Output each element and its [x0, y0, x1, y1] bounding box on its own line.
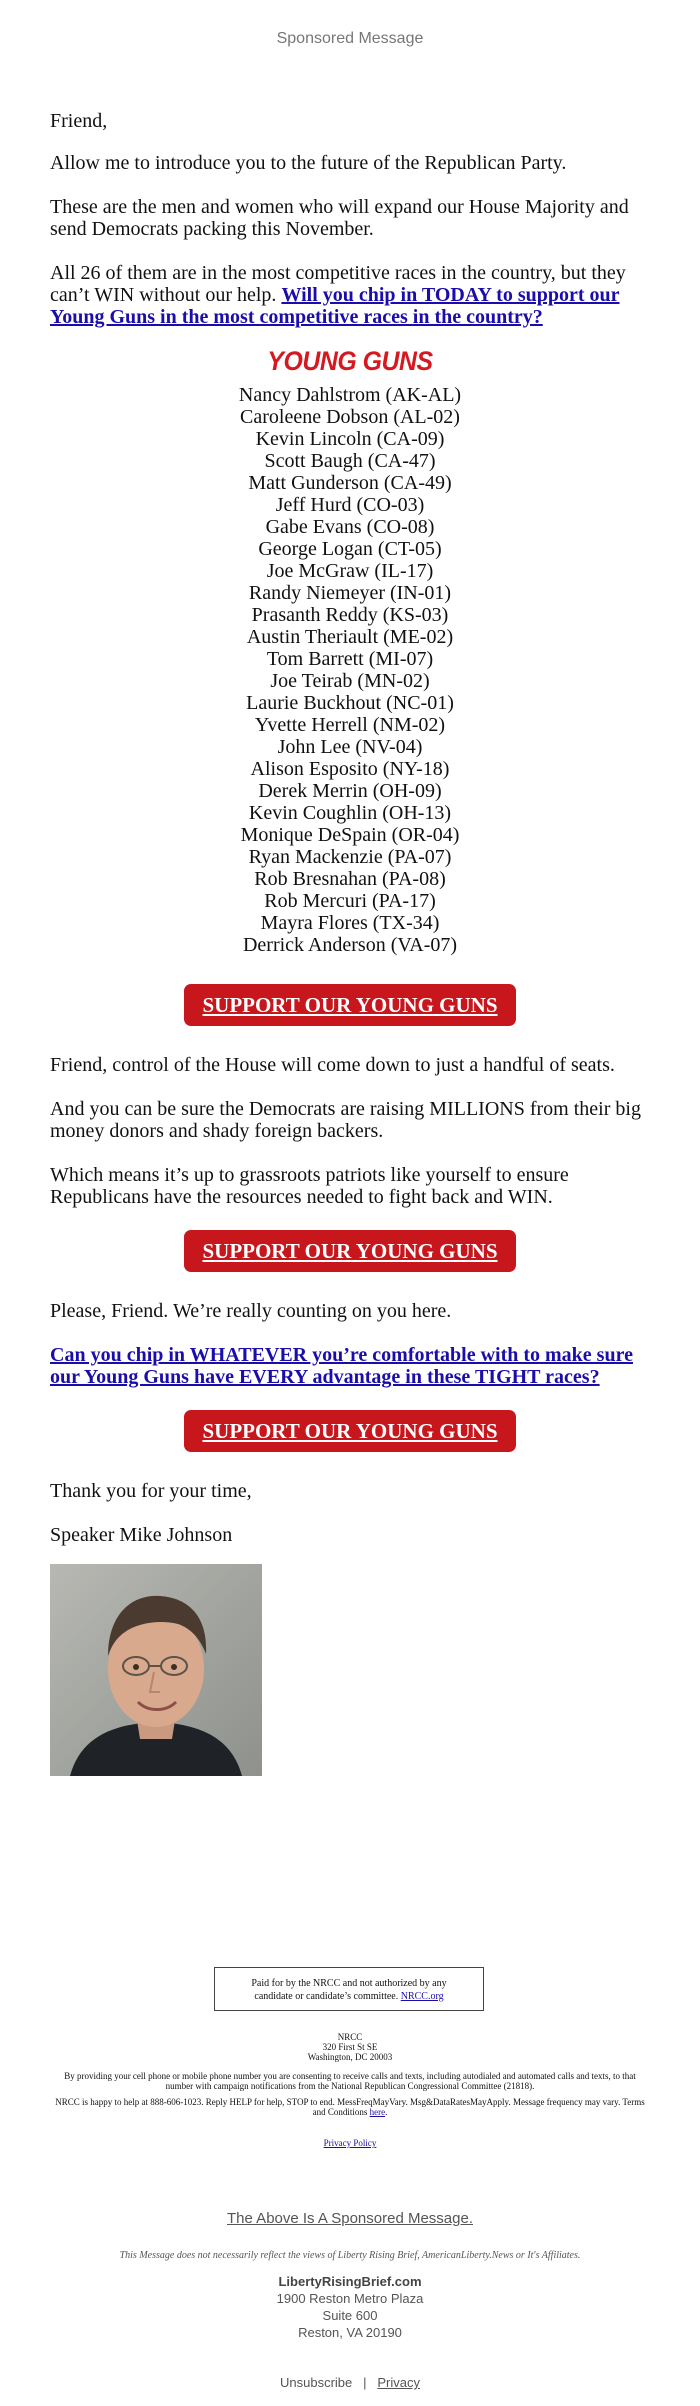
chip-in-link[interactable]: Will you chip in TODAY to support our Young Guns in the most competitive races in the country?: [50, 284, 620, 328]
support-button-2[interactable]: SUPPORT OUR YOUNG GUNS: [184, 1230, 516, 1272]
candidate-item: Nancy Dahlstrom (AK-AL): [238, 384, 462, 406]
sponsored-message-header: Sponsored Message: [276, 30, 424, 47]
candidate-item: Derrick Anderson (VA-07): [242, 934, 458, 956]
paragraph-competitive-text: All 26 of them are in the most competitive races in the country, but they can’t WIN without our help.: [50, 262, 626, 306]
candidate-item: Gabe Evans (CO-08): [265, 516, 435, 538]
greeting: Friend,: [50, 110, 108, 132]
cta-row-3: [50, 1410, 650, 1452]
young-guns-title: YOUNG GUNS: [267, 346, 433, 376]
thanks-line: Thank you for your time,: [50, 1480, 252, 1502]
unsubscribe-link[interactable]: Unsubscribe: [280, 2375, 353, 2390]
candidate-item: Rob Mercuri (PA-17): [264, 890, 436, 912]
candidate-item: John Lee (NV-04): [277, 736, 423, 758]
candidate-item: Yvette Herrell (NM-02): [254, 714, 446, 736]
support-button-1[interactable]: SUPPORT OUR YOUNG GUNS: [184, 984, 516, 1026]
speaker-photo: [50, 1564, 262, 1776]
candidate-item: Mayra Flores (TX-34): [260, 912, 440, 934]
views-disclaimer: This Message does not necessarily reflect the views of Liberty Rising Brief, AmericanLiberty.News or It's Affiliates.: [119, 2250, 581, 2261]
candidate-item: Laurie Buckhout (NC-01): [246, 692, 454, 714]
candidate-item: Alison Esposito (NY-18): [250, 758, 450, 780]
chip-in-whatever-link[interactable]: Can you chip in WHATEVER you’re comfortable with to make sure our Young Guns have EVERY advantage in these TIGHT races?: [50, 1344, 633, 1388]
candidate-item: Derek Merrin (OH-09): [258, 780, 442, 802]
candidate-item: Caroleene Dobson (AL-02): [240, 406, 460, 428]
publisher-address-2: Suite 600: [322, 2308, 378, 2323]
help-text: NRCC is happy to help at 888-606-1023. Reply HELP for help, STOP to end. MessFreqMayVary. Msg&DataRatesMayApply. Message frequency may vary. Terms and Conditions here.: [55, 2097, 645, 2117]
nrcc-address: [0, 2032, 700, 2062]
signature: Speaker Mike Johnson: [50, 1524, 233, 1546]
paragraph-democrats-raising: And you can be sure the Democrats are raising MILLIONS from their big money donors and shady foreign backers.: [50, 1098, 641, 1142]
paragraph-intro: Allow me to introduce you to the future of the Republican Party.: [50, 152, 567, 174]
candidate-item: Joe McGraw (IL-17): [266, 560, 434, 582]
privacy-link[interactable]: Privacy: [377, 2375, 420, 2390]
help-text-body: NRCC is happy to help at 888-606-1023. Reply HELP for help, STOP to end. MessFreqMayVary. Msg&DataRatesMayApply. Message frequency may vary. Terms and Conditions: [55, 2097, 645, 2117]
candidate-item: Monique DeSpain (OR-04): [240, 824, 460, 846]
candidate-item: Austin Theriault (ME-02): [246, 626, 454, 648]
candidate-item: Rob Bresnahan (PA-08): [254, 868, 446, 890]
candidate-item: Randy Niemeyer (IN-01): [248, 582, 452, 604]
cta-row-1: [50, 984, 650, 1026]
portrait-illustration: [50, 1564, 262, 1776]
org-street: 320 First St SE: [322, 2042, 378, 2052]
candidate-item: Ryan Mackenzie (PA-07): [248, 846, 452, 868]
candidate-item: Scott Baugh (CA-47): [264, 450, 436, 472]
candidate-item: Kevin Coughlin (OH-13): [248, 802, 452, 824]
org-city: Washington, DC 20003: [307, 2052, 393, 2062]
org-name: NRCC: [337, 2032, 363, 2042]
cta-row-2: [50, 1230, 650, 1272]
paid-for-box: [214, 1967, 484, 2011]
paragraph-competitive: [50, 262, 650, 328]
candidate-item: George Logan (CT-05): [258, 538, 442, 560]
privacy-policy-row: [0, 2138, 700, 2148]
terms-link[interactable]: here: [369, 2107, 386, 2117]
candidate-roster: [50, 384, 650, 956]
paragraph-house-control: Friend, control of the House will come down to just a handful of seats.: [50, 1054, 615, 1076]
sponsored-notice[interactable]: The Above Is A Sponsored Message.: [227, 2210, 473, 2227]
candidate-item: Prasanth Reddy (KS-03): [251, 604, 449, 626]
publisher-name: LibertyRisingBrief.com: [278, 2274, 422, 2289]
candidate-item: Kevin Lincoln (CA-09): [255, 428, 445, 450]
candidate-item: Matt Gunderson (CA-49): [248, 472, 452, 494]
paid-for-line-2: [215, 1990, 483, 2003]
paragraph-whatever: [50, 1344, 650, 1388]
bottom-links: [0, 2375, 700, 2390]
support-button-3[interactable]: SUPPORT OUR YOUNG GUNS: [184, 1410, 516, 1452]
paragraph-grassroots: Which means it’s up to grassroots patriots like yourself to ensure Republicans have the resources needed to fight back and WIN.: [50, 1164, 569, 1208]
publisher-info: [0, 2273, 700, 2341]
email-body: [50, 110, 650, 1776]
candidate-item: Jeff Hurd (CO-03): [275, 494, 425, 516]
privacy-policy-link[interactable]: Privacy Policy: [323, 2138, 377, 2148]
paid-for-line-1: Paid for by the NRCC and not authorized by any: [251, 1978, 447, 1989]
nrcc-link[interactable]: NRCC.org: [400, 1991, 444, 2002]
publisher-address-3: Reston, VA 20190: [298, 2325, 402, 2340]
paid-for-line-2-text: candidate or candidate’s committee.: [254, 1991, 399, 2002]
candidate-item: Tom Barrett (MI-07): [266, 648, 434, 670]
consent-text: By providing your cell phone or mobile phone number you are consenting to receive calls and texts, including autodialed and automated calls and texts, to that number with campaign notifications from the National Republican Congressional Committee (21818).: [64, 2071, 636, 2091]
publisher-address-1: 1900 Reston Metro Plaza: [276, 2291, 424, 2306]
link-separator: |: [363, 2375, 367, 2390]
paragraph-majority: These are the men and women who will expand our House Majority and send Democrats packing this November.: [50, 196, 629, 240]
paragraph-counting: Please, Friend. We’re really counting on you here.: [50, 1300, 452, 1322]
legal-text: [50, 2071, 650, 2117]
candidate-item: Joe Teirab (MN-02): [270, 670, 430, 692]
